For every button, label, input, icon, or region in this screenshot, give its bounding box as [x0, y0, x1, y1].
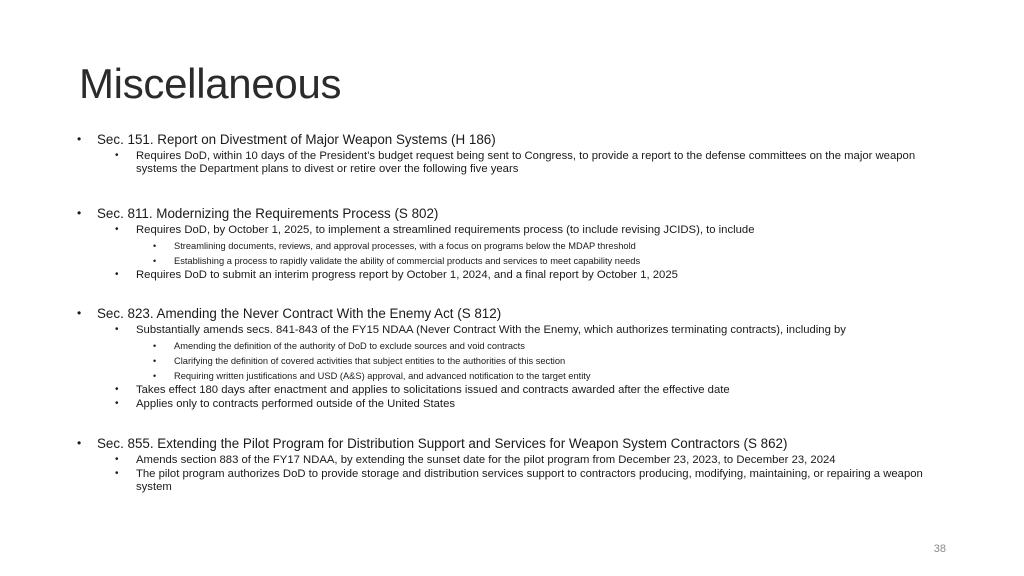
bullet-icon: •: [115, 453, 119, 465]
sub-bullet: [115, 468, 947, 493]
sub-bullet: [115, 384, 947, 397]
slide-title: Miscellaneous: [79, 60, 342, 107]
sub-sub-bullet: [153, 369, 947, 383]
bullet-icon: •: [153, 355, 157, 366]
section-heading: [77, 131, 947, 148]
bullet-icon: •: [153, 255, 157, 266]
sub-sub-bullet: [153, 339, 947, 353]
heading-text: Sec. 855. Extending the Pilot Program for Distribution Support and Services for Weapon System Contractors (S 862): [97, 435, 788, 451]
sub-bullet-text: Substantially amends secs. 841-843 of the FY15 NDAA (Never Contract With the Enemy, which authorizes terminating contracts), including by: [136, 324, 846, 336]
section-sec-811: [77, 205, 947, 281]
sub-bullet: [115, 324, 947, 337]
sub-sub-bullet-text: Requiring written justifications and USD (A&S) approval, and advanced notification to the target entity: [174, 370, 591, 381]
section-sec-855: [77, 435, 947, 494]
sub-bullet: [115, 269, 947, 282]
sub-bullet-text: Amends section 883 of the FY17 NDAA, by extending the sunset date for the pilot program from December 23, 2023, to December 23, 2024: [136, 453, 836, 466]
heading-text: Sec. 151. Report on Divestment of Major Weapon Systems (H 186): [97, 132, 496, 147]
bullet-icon: •: [115, 398, 119, 409]
sub-bullet-text: Applies only to contracts performed outside of the United States: [136, 398, 455, 410]
sub-sub-bullet-text: Streamlining documents, reviews, and approval processes, with a focus on programs below the MDAP threshold: [174, 240, 636, 251]
sub-bullet: [115, 224, 947, 237]
bullet-icon: •: [77, 206, 82, 220]
bullet-icon: •: [115, 383, 119, 395]
slide-content: [77, 131, 947, 509]
section-heading: [77, 305, 947, 322]
bullet-icon: •: [115, 324, 119, 335]
sub-bullet-text: Requires DoD to submit an interim progress report by October 1, 2024, and a final report by October 1, 2025: [136, 268, 678, 281]
bullet-icon: •: [115, 268, 119, 280]
section-sec-823: [77, 305, 947, 411]
bullet-icon: •: [153, 370, 157, 381]
sub-bullet: [115, 150, 947, 175]
bullet-icon: •: [115, 224, 119, 235]
bullet-icon: •: [153, 240, 157, 251]
sub-sub-bullet: [153, 354, 947, 368]
bullet-icon: •: [77, 306, 82, 320]
bullet-icon: •: [77, 435, 82, 450]
sub-sub-bullet: [153, 239, 947, 253]
sub-sub-bullet: [153, 254, 947, 268]
sub-bullet-text: The pilot program authorizes DoD to provide storage and distribution services support to contractors producing, modifying, maintaining, or repairing a weapon system: [136, 468, 923, 493]
heading-text: Sec. 811. Modernizing the Requirements Process (S 802): [97, 206, 439, 221]
section-heading: [77, 435, 947, 452]
bullet-icon: •: [115, 468, 119, 479]
bullet-icon: •: [115, 150, 119, 161]
page-number: 38: [933, 543, 946, 555]
sub-sub-bullet-text: Establishing a process to rapidly validate the ability of commercial products and services to meet capability needs: [174, 255, 641, 266]
sub-bullet-text: Takes effect 180 days after enactment and applies to solicitations issued and contracts awarded after the effective date: [136, 383, 730, 396]
sub-sub-bullet-text: Amending the definition of the authority of DoD to exclude sources and void contracts: [174, 340, 525, 351]
sub-bullet-text: Requires DoD, by October 1, 2025, to implement a streamlined requirements process (to include revising JCIDS), to include: [136, 224, 755, 236]
bullet-icon: •: [153, 340, 157, 351]
bullet-icon: •: [77, 132, 82, 146]
sub-bullet: [115, 398, 947, 411]
section-sec-151: [77, 131, 947, 175]
section-heading: [77, 205, 947, 222]
heading-text: Sec. 823. Amending the Never Contract With the Enemy Act (S 812): [97, 306, 502, 321]
sub-bullet-text: Requires DoD, within 10 days of the President’s budget request being sent to Congress, to provide a report to the defense committees on the major weapon systems the Department plans to divest or retire over the following five years: [136, 150, 916, 175]
sub-bullet: [115, 454, 947, 467]
sub-sub-bullet-text: Clarifying the definition of covered activities that subject entities to the authorities of this section: [174, 355, 566, 366]
